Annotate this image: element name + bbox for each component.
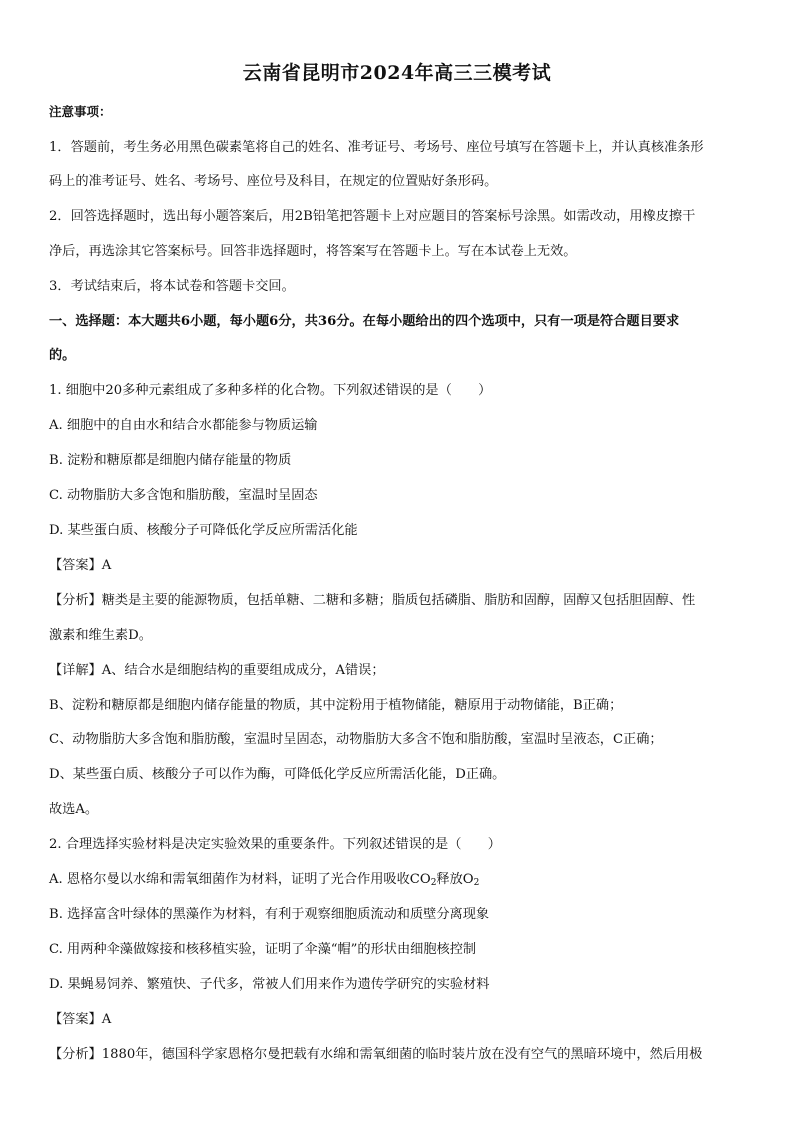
question-2-option-d: D. 果蝇易饲养、繁殖快、子代多，常被人们用来作为遗传学研究的实验材料 [49, 977, 490, 992]
notice-item-2-line-1: 2．回答选择题时，选出每小题答案后，用2B铅笔把答题卡上对应题目的答案标号涂黑。如需改动，用橡皮擦干 [49, 209, 696, 224]
question-2-option-b: B. 选择富含叶绿体的黑藻作为材料，有利于观察细胞质流动和质壁分离现象 [49, 907, 490, 922]
notice-heading: 注意事项： [49, 104, 112, 119]
question-1-detail-b: B、淀粉和糖原都是细胞内储存能量的物质，其中淀粉用于植物储能，糖原用于动物储能，B正确； [49, 698, 623, 713]
question-2-analysis-line-1: 【分析】1880年，德国科学家恩格尔曼把载有水绵和需氧细菌的临时装片放在没有空气的黑暗环境中，然后用极 [49, 1047, 703, 1062]
question-1-option-a: A. 细胞中的自由水和结合水都能参与物质运输 [49, 418, 318, 433]
section-heading-line-1: 一、选择题：本大题共6小题，每小题6分，共36分。在每小题给出的四个选项中，只有一项是符合题目要求 [49, 314, 680, 329]
question-1-option-d: D. 某些蛋白质、核酸分子可降低化学反应所需活化能 [49, 523, 358, 538]
question-1-analysis-line-1: 【分析】糖类是主要的能源物质，包括单糖、二糖和多糖；脂质包括磷脂、脂肪和固醇，固醇又包括胆固醇、性 [49, 593, 696, 608]
question-1-option-c: C. 动物脂肪大多含饱和脂肪酸，室温时呈固态 [49, 488, 318, 503]
question-1-conclusion: 故选A。 [49, 802, 99, 817]
question-2-stem: 2. 合理选择实验材料是决定实验效果的重要条件。下列叙述错误的是（ ） [49, 837, 501, 852]
question-1-answer: 【答案】A [49, 558, 112, 573]
notice-item-3: 3．考试结束后，将本试卷和答题卡交回。 [49, 279, 295, 294]
subscript-2: 2 [430, 878, 437, 888]
question-1-analysis-line-2: 激素和维生素D。 [49, 628, 152, 643]
question-2-answer: 【答案】A [49, 1012, 112, 1027]
question-1-detail-a: 【详解】A、结合水是细胞结构的重要组成成分，A错误； [49, 663, 385, 678]
question-2-option-a-text: A. 恩格尔曼以水绵和需氧细菌作为材料，证明了光合作用吸收CO [49, 872, 431, 887]
notice-item-1-line-1: 1．答题前，考生务必用黑色碳素笔将自己的姓名、准考证号、考场号、座位号填写在答题卡上，并认真核准条形 [49, 140, 704, 155]
notice-item-1-line-2: 码上的准考证号、姓名、考场号、座位号及科目，在规定的位置贴好条形码。 [49, 174, 498, 189]
question-2-option-c: C. 用两种伞藻做嫁接和核移植实验，证明了伞藻“帽”的形状由细胞核控制 [49, 942, 477, 957]
question-1-option-b: B. 淀粉和糖原都是细胞内储存能量的物质 [49, 453, 292, 468]
notice-item-2-line-2: 净后，再选涂其它答案标号。回答非选择题时，将答案写在答题卡上。写在本试卷上无效。 [49, 244, 577, 259]
question-2-option-a-mid: 释放O [436, 872, 474, 887]
question-1-detail-d: D、某些蛋白质、核酸分子可以作为酶，可降低化学反应所需活化能，D正确。 [49, 767, 506, 782]
question-1-stem: 1. 细胞中20多种元素组成了多种多样的化合物。下列叙述错误的是（ ） [49, 383, 492, 398]
section-heading-line-2: 的。 [49, 348, 76, 363]
page-title: 云南省昆明市2024年高三三模考试 [242, 62, 552, 84]
question-1-detail-c: C、动物脂肪大多含饱和脂肪酸，室温时呈固态，动物脂肪大多含不饱和脂肪酸，室温时呈液态，C正确； [49, 732, 663, 747]
subscript-2: 2 [473, 878, 480, 888]
question-2-option-a [49, 871, 749, 889]
